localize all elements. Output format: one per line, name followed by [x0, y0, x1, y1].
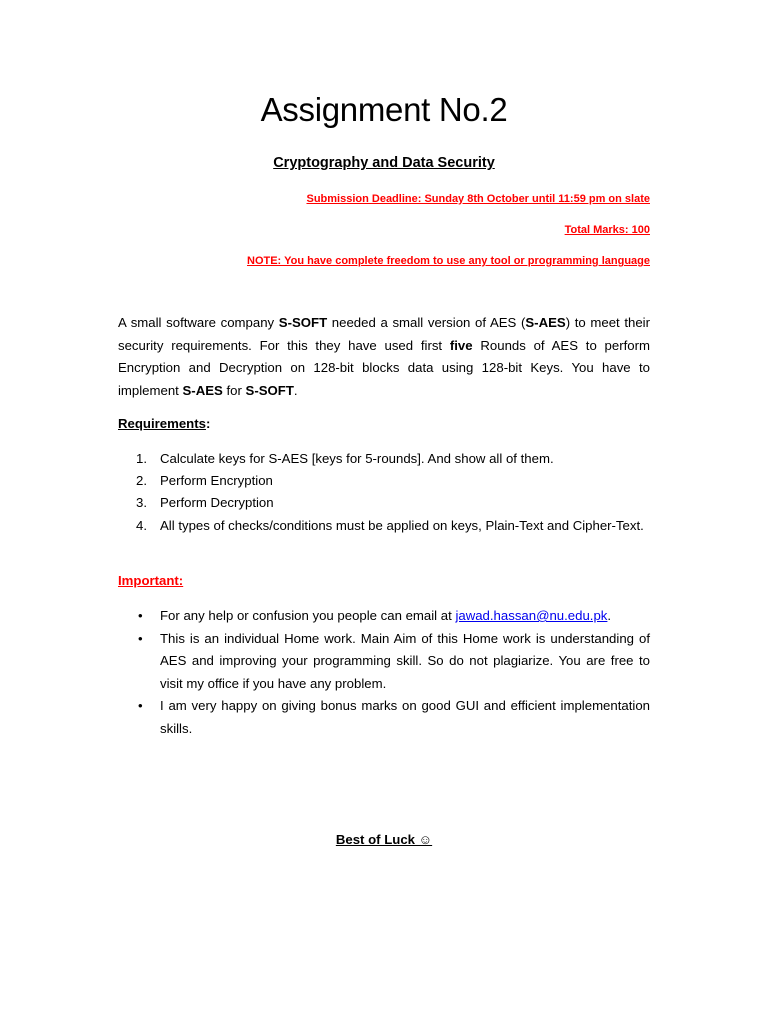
- list-item: • For any help or confusion you people can email at jawad.hassan@nu.edu.pk.: [118, 605, 650, 628]
- bullet-icon: •: [138, 698, 143, 713]
- total-marks: Total Marks: 100: [564, 224, 650, 236]
- requirements-heading: Requirements:: [118, 416, 211, 431]
- document-subtitle: Cryptography and Data Security: [273, 155, 495, 171]
- important-list: [118, 605, 650, 740]
- important-heading: Important:: [118, 573, 184, 588]
- intro-paragraph: A small software company S-SOFT needed a small version of AES (S-AES) to meet their security requirements. For this they have used first five Rounds of AES to perform Encryption and Decryption on 128-bit blocks data using 128-bit Keys. You have to implement S-AES for S-SOFT.: [118, 315, 650, 398]
- list-item: • I am very happy on giving bonus marks on good GUI and efficient implementation skills.: [118, 695, 650, 740]
- list-item: • This is an individual Home work. Main Aim of this Home work is understanding of AES and improving your programming skill. So do not plagiarize. You are free to visit my office if you have any problem.: [118, 628, 650, 696]
- bullet-icon: •: [138, 630, 143, 646]
- tool-freedom-note: NOTE: You have complete freedom to use any tool or programming language: [247, 255, 650, 267]
- closing-message: Best of Luck ☺: [335, 832, 433, 847]
- list-item: 4. All types of checks/conditions must be applied on keys, Plain-Text and Cipher-Text.: [136, 517, 644, 533]
- email-link[interactable]: jawad.hassan@nu.edu.pk: [455, 608, 608, 623]
- requirements-list: [118, 448, 650, 537]
- bullet-icon: •: [138, 608, 143, 623]
- document-title: Assignment No.2: [260, 91, 508, 128]
- list-item: 3. Perform Decryption: [136, 495, 274, 511]
- list-item: 1. Calculate keys for S-AES [keys for 5-rounds]. And show all of them.: [136, 451, 554, 466]
- submission-deadline: Submission Deadline: Sunday 8th October until 11:59 pm on slate: [306, 193, 650, 205]
- list-item: 2. Perform Encryption: [136, 473, 273, 489]
